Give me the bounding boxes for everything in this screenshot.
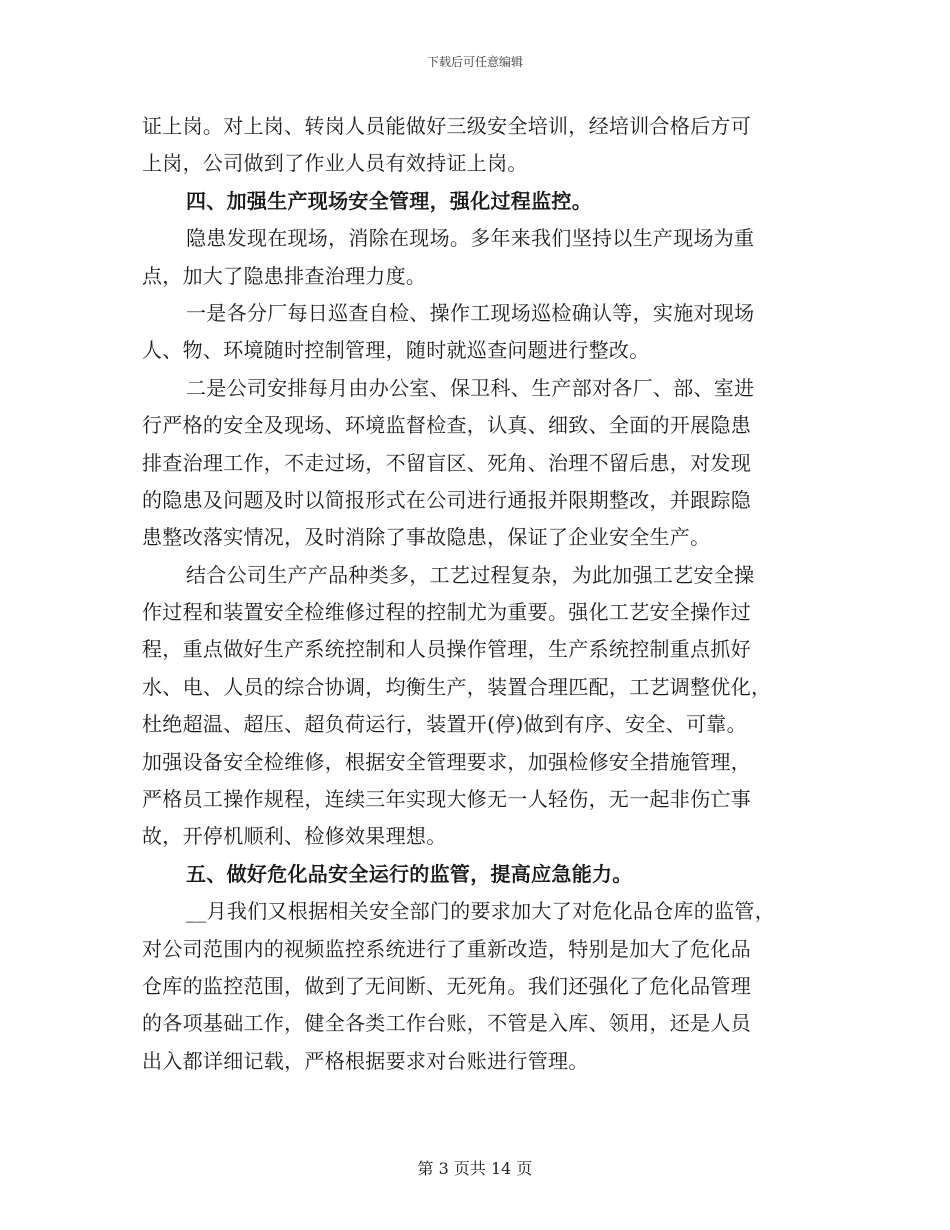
paragraph-line: 作过程和装置安全检维修过程的控制尤为重要。强化工艺安全操作过 [142,600,751,625]
paragraph-line: 对公司范围内的视频监控系统进行了重新改造，特别是加大了危化品 [142,936,751,961]
paragraph-line: __月我们又根据相关安全部门的要求加大了对危化品仓库的监管， [186,899,775,924]
paragraph-line: 仓库的监控范围，做到了无间断、无死角。我们还强化了危化品管理 [142,973,751,998]
paragraph-line: 隐患发现在现场，消除在现场。多年来我们坚持以生产现场为重 [186,226,755,251]
paragraph-line: 程，重点做好生产系统控制和人员操作管理，生产系统控制重点抓好 [142,637,751,662]
document-body [142,108,808,1080]
paragraph-line: 行严格的安全及现场、环境监督检查，认真、细致、全面的开展隐患 [142,413,751,438]
paragraph-line: 严格员工操作规程，连续三年实现大修无一人轻伤，无一起非伤亡事 [142,787,751,812]
paragraph-line: 出入都详细记载，严格根据要求对台账进行管理。 [142,1048,589,1073]
paragraph-line: 证上岗。对上岗、转岗人员能做好三级安全培训，经培训合格后方可 [142,114,751,138]
paragraph-line: 上岗，公司做到了作业人员有效持证上岗。 [142,151,528,176]
page-header: 下载后可任意编辑 [426,55,523,69]
paragraph-line: 的各项基础工作，健全各类工作台账，不管是入库、领用，还是人员 [142,1011,751,1036]
paragraph-line: 水、电、人员的综合协调，均衡生产，装置合理匹配，工艺调整优化， [142,674,772,699]
paragraph-line: 故，开停机顺利、检修效果理想。 [142,824,447,849]
paragraph-line: 杜绝超温、超压、超负荷运行，装置开(停)做到有序、安全、可靠。 [142,712,747,737]
paragraph-line: 二是公司安排每月由办公室、保卫科、生产部对各厂、部、室进 [186,375,755,400]
section-heading-4: 四、加强生产现场安全管理，强化过程监控。 [186,188,592,213]
paragraph-line: 一是各分厂每日巡查自检、操作工现场巡检确认等，实施对现场 [186,300,755,325]
paragraph-line: 结合公司生产产品种类多，工艺过程复杂，为此加强工艺安全操 [186,562,755,587]
page-number: 第 3 页共 14 页 [417,1159,533,1178]
paragraph-line: 加强设备安全检维修，根据安全管理要求，加强检修安全措施管理， [142,749,751,774]
paragraph-line: 排查治理工作，不走过场，不留盲区、死角、治理不留后患，对发现 [142,450,751,475]
paragraph-line: 的隐患及问题及时以简报形式在公司进行通报并限期整改，并跟踪隐 [142,487,751,512]
section-heading-5: 五、做好危化品安全运行的监管，提高应急能力。 [186,861,633,886]
paragraph-line: 患整改落实情况，及时消除了事故隐患，保证了企业安全生产。 [142,525,711,550]
paragraph-line: 人、物、环境随时控制管理，随时就巡查问题进行整改。 [142,338,650,363]
paragraph-line: 点，加大了隐患排查治理力度。 [142,263,427,288]
